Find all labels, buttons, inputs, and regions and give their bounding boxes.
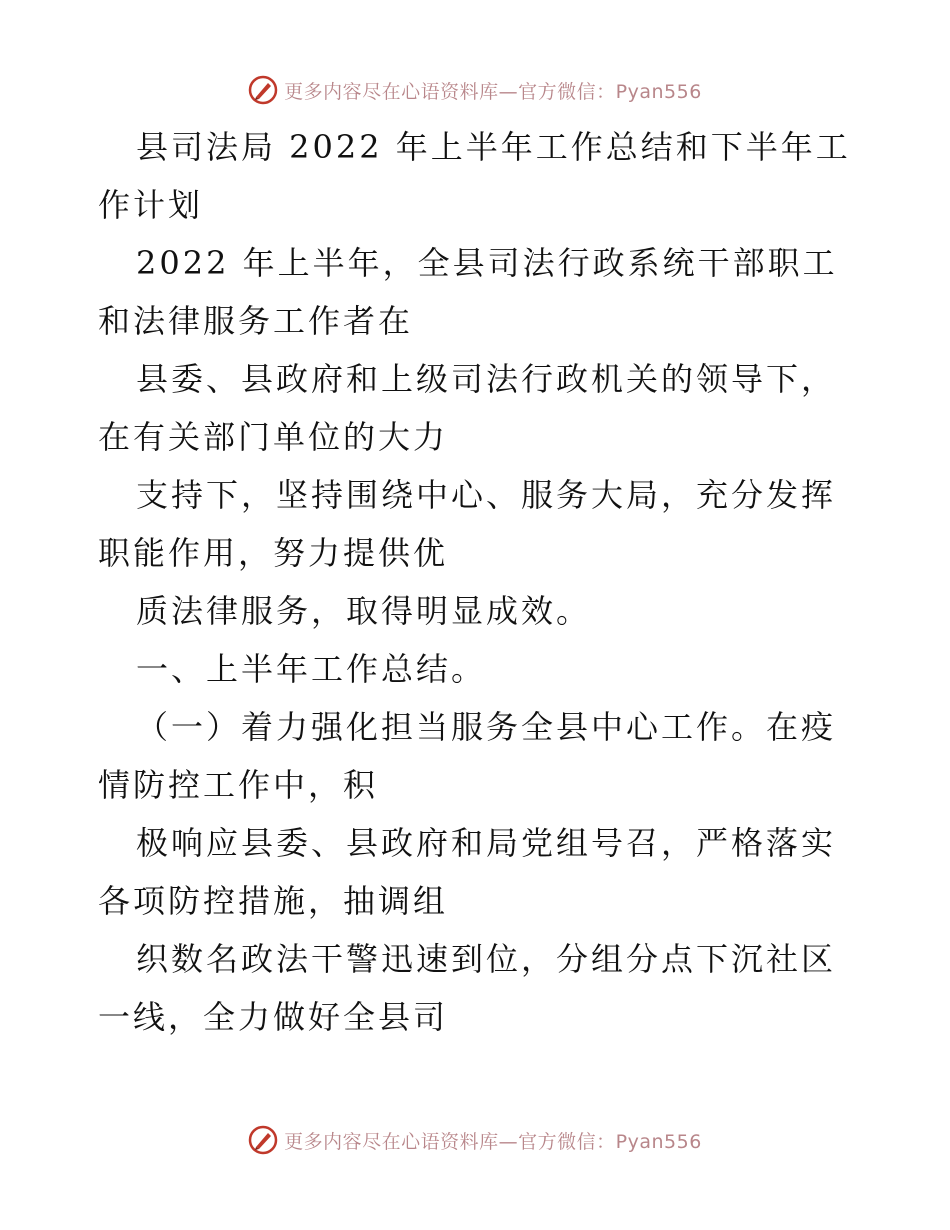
footer-watermark-banner bbox=[0, 1120, 950, 1160]
header-watermark-banner bbox=[0, 70, 950, 110]
paragraph-2: 县委、县政府和上级司法行政机关的领导下，在有关部门单位的大力 bbox=[98, 360, 837, 456]
header-watermark-text: 更多内容尽在心语资料库—官方微信：Pyan556 bbox=[284, 80, 702, 103]
paragraph-6: （一）着力强化担当服务全县中心工作。在疫情防控工作中，积 bbox=[98, 708, 837, 804]
paragraph-8: 织数名政法干警迅速到位，分组分点下沉社区一线，全力做好全县司 bbox=[98, 940, 837, 1036]
pen-quill-logo-icon bbox=[248, 1125, 278, 1155]
footer-watermark-text: 更多内容尽在心语资料库—官方微信：Pyan556 bbox=[284, 1130, 702, 1153]
pen-quill-logo-icon bbox=[248, 75, 278, 105]
paragraph-7: 极响应县委、县政府和局党组号召，严格落实各项防控措施，抽调组 bbox=[98, 824, 837, 920]
paragraph-4: 质法律服务，取得明显成效。 bbox=[136, 592, 592, 630]
paragraph-3: 支持下，坚持围绕中心、服务大局，充分发挥职能作用，努力提供优 bbox=[98, 476, 837, 572]
document-body bbox=[98, 118, 858, 1046]
doc-title: 县司法局 2022 年上半年工作总结和下半年工作计划 bbox=[98, 128, 851, 224]
section-heading-1: 一、上半年工作总结。 bbox=[136, 650, 487, 688]
paragraph-1: 2022 年上半年，全县司法行政系统干部职工和法律服务工作者在 bbox=[98, 244, 838, 340]
